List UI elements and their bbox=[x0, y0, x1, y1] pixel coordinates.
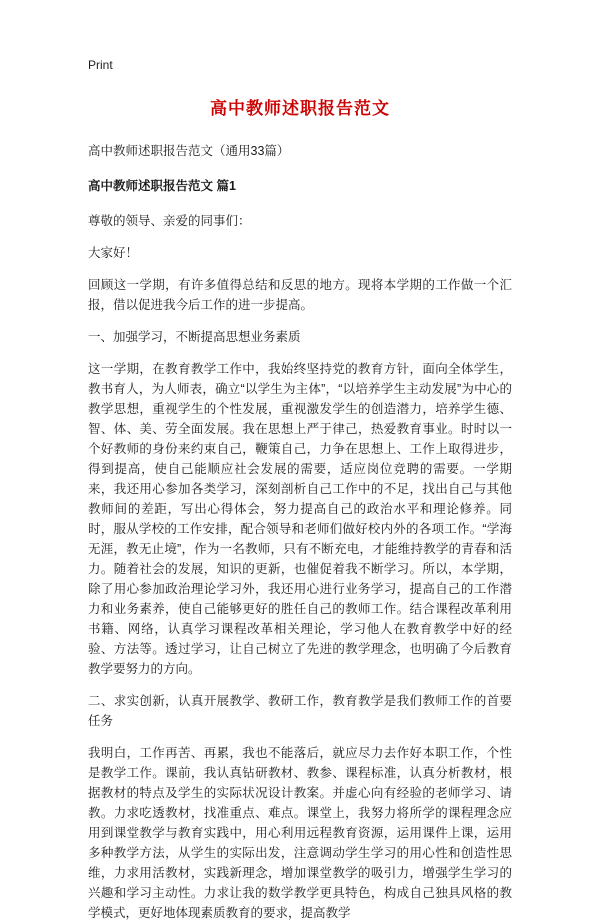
paragraph-section-two-body: 我明白，工作再苦、再累，我也不能落后，就应尽力去作好本职工作，个性是教学工作。课前，我认真钻研教材、教参、课程标准，认真分析教材，根据教材的特点及学生的实际状况设计教案。并虚心向有经验的老师学习、请教。力求吃透教材，找准重点、难点。课堂上，我努力将所学的课程理念应用到课堂教学与教育实践中，用心利用远程教育资源，运用课件上课，运用多种教学方法，从学生的实际出发，注意调动学生学习的用心性和创造性思维，力求用活教材，实践新理念，增加课堂教学的吸引力，增强学生学习的兴趣和学习主动性。力求让我的数学教学更具特色，构成自己独具风格的教学模式，更好地体现素质教育的要求，提高教学 bbox=[88, 746, 512, 920]
print-link[interactable]: Print bbox=[88, 58, 113, 72]
section-heading: 高中教师述职报告范文 篇1 bbox=[88, 179, 236, 193]
paragraph-heading-one: 一、加强学习，不断提高思想业务素质 bbox=[88, 330, 301, 344]
paragraph-section-one-body: 这一学期，在教育教学工作中，我始终坚持党的教育方针，面向全体学生，教书育人，为人师表，确立“以学生为主体”，“以培养学生主动发展”为中心的教学思想，重视学生的个性发展，重视激发学生的创造潜力，培养学生德、智、体、美、劳全面发展。我在思想上严于律己，热爱教育事业。时时以一个好教师的身份来约束自己，鞭策自己，力争在思想上、工作上取得进步，得到提高，使自己能顺应社会发展的需要，适应岗位竞聘的需要。一学期来，我还用心参加各类学习，深刻剖析自己工作中的不足，找出自己与其他教师间的差距，写出心得体会，努力提高自己的政治水平和理论修养。同时，服从学校的工作安排，配合领导和老师们做好校内外的各项工作。“学海无涯，教无止境”，作为一名教师，只有不断充电，才能维持教学的青春和活力。随着社会的发展，知识的更新，也催促着我不断学习。所以，本学期，除了用心参加政治理论学习外，我还用心进行业务学习，提高自己的工作潜力和业务素养，使自己能够更好的胜任自己的教师工作。结合课程改革利用书籍、网络，认真学习课程改革相关理论，学习他人在教育教学中好的经验、方法等。透过学习，让自己树立了先进的教学理念，也明确了今后教育教学要努力的方向。 bbox=[88, 362, 512, 676]
paragraph-salutation: 尊敬的领导、亲爱的同事们： bbox=[88, 214, 251, 228]
article-body bbox=[88, 211, 512, 923]
page-title: 高中教师述职报告范文 bbox=[210, 99, 390, 118]
article-subtitle: 高中教师述职报告范文（通用33篇） bbox=[88, 144, 290, 158]
document-page bbox=[88, 0, 512, 923]
paragraph-heading-two: 二、求实创新，认真开展教学、教研工作，教育教学是我们教师工作的首要任务 bbox=[88, 694, 512, 728]
paragraph-intro: 回顾这一学期，有许多值得总结和反思的地方。现将本学期的工作做一个汇报，借以促进我今后工作的进一步提高。 bbox=[88, 278, 512, 312]
paragraph-greeting: 大家好！ bbox=[88, 246, 139, 260]
